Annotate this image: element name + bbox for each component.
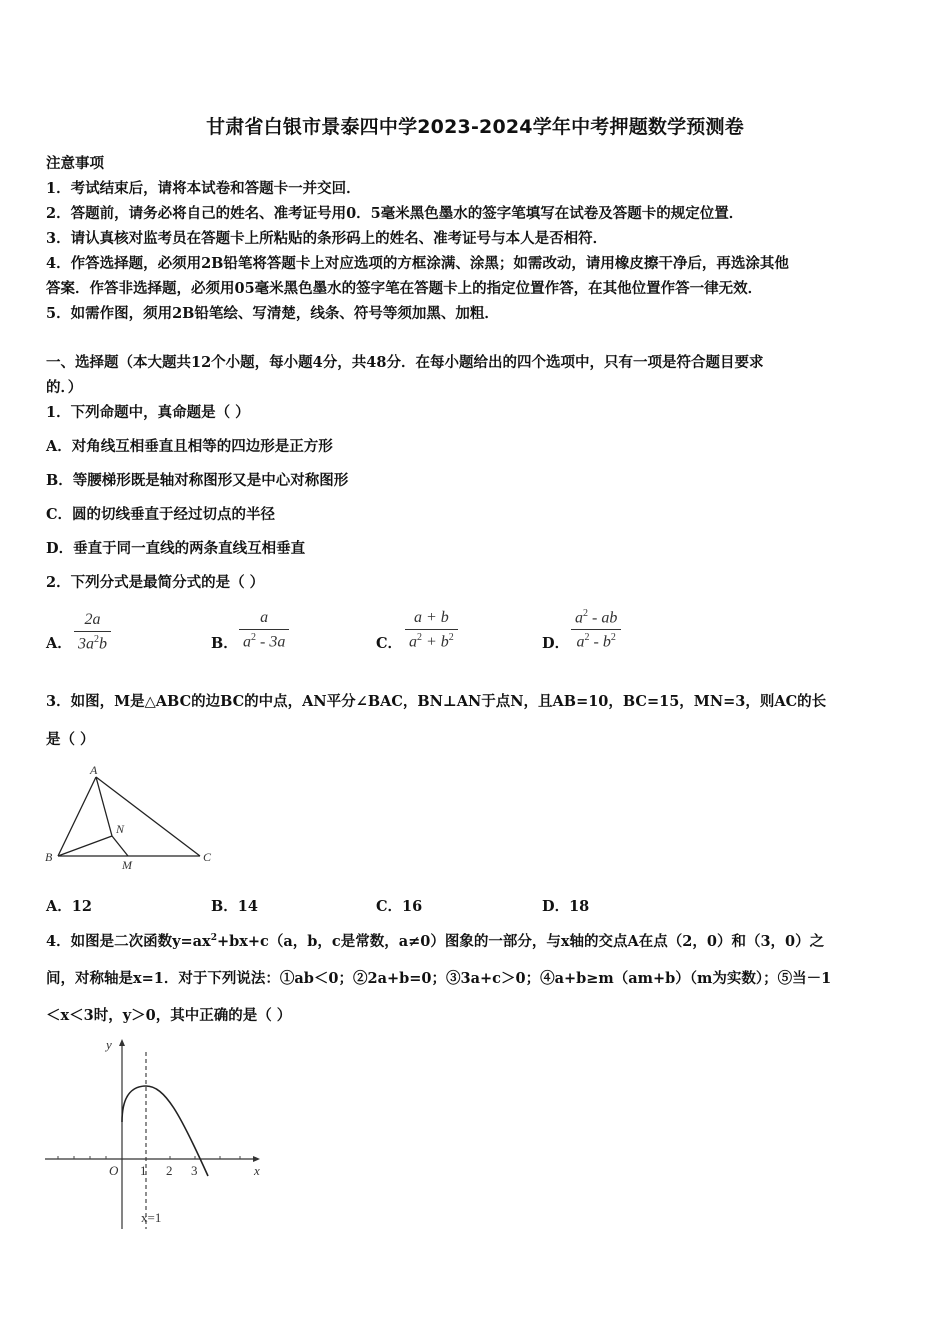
question-2-label-c: C． bbox=[376, 635, 403, 652]
question-2-label-b: B． bbox=[211, 635, 238, 652]
question-4-stem: 4．如图是二次函数$y=ax^2+bx+c(a$，b，c是常数，a≠0）图象的一部分，与x轴的交点A在点（2，0）和（3，0）之 bbox=[46, 933, 825, 950]
question-2-fraction-a bbox=[74, 611, 111, 653]
notice-item: 1．考试结束后，请将本试卷和答题卡一并交回． bbox=[46, 180, 361, 197]
parabola-figure bbox=[40, 1034, 265, 1234]
question-3-stem-cont: 是（ ） bbox=[46, 731, 95, 748]
question-2-fraction-d bbox=[571, 608, 621, 652]
notice-item: 5．如需作图，须用2B铅笔绘、写清楚，线条、符号等须加黑、加粗． bbox=[46, 305, 499, 322]
notice-item: 答案．作答非选择题，必须用05毫米黑色墨水的签字笔在答题卡上的指定位置作答，在其他位置作答一律无效． bbox=[46, 280, 763, 297]
question-4-stem-end: ＜x＜3时，y＞0，其中正确的是（ ） bbox=[46, 1007, 292, 1024]
tick-label-3: 3 bbox=[191, 1163, 198, 1178]
fraction-denominator: $a^2 + b^2$ bbox=[409, 632, 454, 651]
notice-heading: 注意事项 bbox=[46, 155, 104, 172]
question-1-option-c: C．圆的切线垂直于经过切点的半径 bbox=[46, 506, 276, 523]
section-heading-cont: 的．） bbox=[46, 379, 83, 396]
segment-ac bbox=[96, 777, 200, 856]
question-1-stem: 1．下列命题中，真命题是（ ） bbox=[46, 404, 250, 421]
question-3-option-d: D．18 bbox=[542, 898, 590, 915]
tick-label-2: 2 bbox=[166, 1163, 173, 1178]
fraction-numerator: $a^2$ - ab bbox=[571, 608, 621, 630]
y-axis-arrow bbox=[119, 1039, 125, 1046]
page-title: 甘肃省白银市景泰四中学2023-2024学年中考押题数学预测卷 bbox=[206, 116, 744, 138]
question-3-stem: 3．如图，M是△ABC的边BC的中点，AN平分∠BAC，BN⊥AN于点N，且AB=10，BC=15，MN=3，则AC的长 bbox=[46, 693, 827, 710]
vertex-label-c: C bbox=[203, 850, 212, 864]
fraction-denominator: $3a^2b$ bbox=[78, 634, 107, 653]
question-2-fraction-b bbox=[239, 609, 289, 651]
question-1-option-d: D．垂直于同一直线的两条直线互相垂直 bbox=[46, 540, 306, 557]
section-heading: 一、选择题（本大题共12个小题，每小题4分，共48分．在每小题给出的四个选项中，只有一项是符合题目要求 bbox=[46, 354, 764, 371]
segment-nm bbox=[112, 836, 128, 856]
question-1-option-b: B．等腰梯形既是轴对称图形又是中心对称图形 bbox=[46, 472, 349, 489]
question-2-stem: 2．下列分式是最简分式的是（ ） bbox=[46, 574, 265, 591]
question-1-option-a: A．对角线互相垂直且相等的四边形是正方形 bbox=[46, 438, 333, 455]
x-axis-label: x bbox=[254, 1163, 260, 1178]
question-2-label-d: D． bbox=[542, 635, 570, 652]
question-2-label-a: A． bbox=[46, 635, 72, 652]
tick-label-1: 1 bbox=[140, 1163, 147, 1178]
y-axis-label: y bbox=[106, 1037, 112, 1052]
symmetry-axis-label: x=1 bbox=[141, 1210, 162, 1225]
question-3-option-c: C．16 bbox=[376, 898, 423, 915]
question-2-fraction-c bbox=[405, 609, 458, 651]
question-3-option-a: A．12 bbox=[46, 898, 92, 915]
vertex-label-a: A bbox=[90, 763, 98, 777]
notice-item: 3．请认真核对监考员在答题卡上所粘贴的条形码上的姓名、准考证号与本人是否相符． bbox=[46, 230, 608, 247]
fraction-numerator: 2a bbox=[74, 611, 111, 632]
fraction-denominator: $a^2 - b^2$ bbox=[576, 632, 616, 651]
notice-item: 4．作答选择题，必须用2B铅笔将答题卡上对应选项的方框涂满、涂黑；如需改动，请用橡皮擦干净后，再选涂其他 bbox=[46, 255, 789, 272]
fraction-numerator: a + b bbox=[405, 609, 458, 630]
question-3-option-b: B．14 bbox=[211, 898, 258, 915]
notice-item: 2．答题前，请务必将自己的姓名、准考证号用0．5毫米黑色墨水的签字笔填写在试卷及答题卡的规定位置． bbox=[46, 205, 744, 222]
fraction-denominator: $a^2 - 3a$ bbox=[243, 632, 286, 651]
triangle-figure bbox=[40, 760, 225, 875]
question-4-stem-cont: 间，对称轴是x=1．对于下列说法：①ab＜0；②2a+b=0；③3a+c＞0；④a+b≥m（am+b）（m为实数）；⑤当－1 bbox=[46, 970, 832, 987]
origin-label: O bbox=[109, 1163, 119, 1178]
segment-an bbox=[96, 777, 112, 836]
point-label-m: M bbox=[122, 858, 132, 872]
fraction-numerator: a bbox=[239, 609, 289, 630]
vertex-label-b: B bbox=[45, 850, 53, 864]
x-axis-arrow bbox=[253, 1156, 260, 1162]
point-label-n: N bbox=[116, 822, 125, 836]
